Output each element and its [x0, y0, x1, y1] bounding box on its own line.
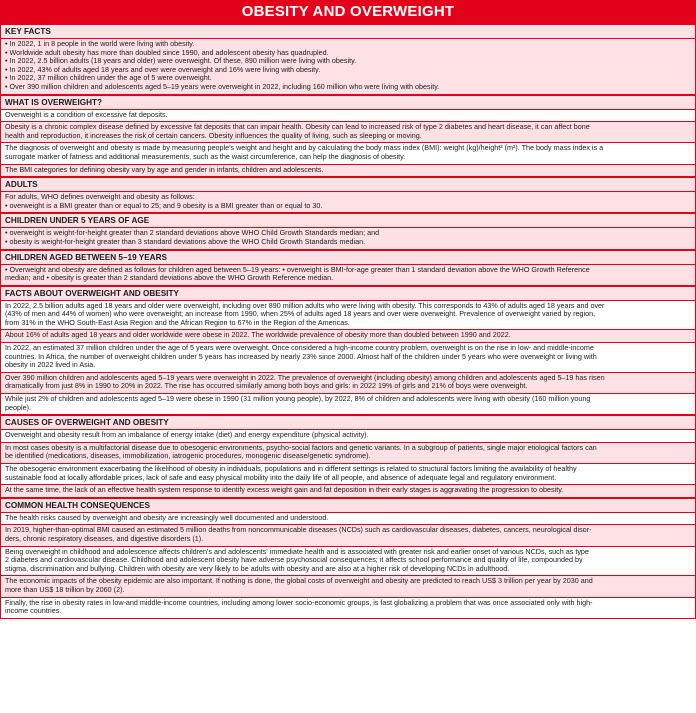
text-line: • Worldwide adult obesity has more than doubled since 1990, and adolescent obesity has quadrupled. [5, 47, 329, 57]
text-line: The health risks caused by overweight and obesity are increasingly well documented and understood. [5, 512, 329, 522]
paragraph [1, 464, 695, 485]
text-line: from 31% in the WHO South-East Asia Region and the African Region to 67% in the Region of the Americas. [5, 317, 350, 327]
content [1, 24, 695, 619]
text-line: Obesity is a chronic complex disease defined by excessive fat deposits that can impair health. Obesity can lead to increased risk of type 2 diabetes and heart disease, it can affect bone [5, 122, 590, 132]
paragraph [1, 192, 695, 213]
section-heading: FACTS ABOUT OVERWEIGHT AND OBESITY [1, 286, 695, 301]
text-line: While just 2% of children and adolescents aged 5–19 were obese in 1990 (31 million young people), by 2022, 8% of children and adolescents were living with obesity (160 million young [5, 394, 591, 404]
paragraph [1, 265, 695, 286]
text-line: people). [5, 402, 31, 412]
section-heading: CAUSES OF OVERWEIGHT AND OBESITY [1, 415, 695, 430]
section [1, 213, 695, 249]
paragraph [1, 373, 695, 394]
paragraph [1, 443, 695, 464]
text-line: ders, chronic respiratory diseases, and digestive disorders (1). [5, 533, 204, 543]
paragraph [1, 547, 695, 577]
text-line: • overweight is a BMI greater than or equal to 25; and 9 obesity is a BMI greater than or equal to 30. [5, 200, 323, 210]
text-line: dramatically from just 8% in 1990 to 20% in 2022. The rise has occurred similarly among both boys and girls: in 2022 19% of girls and 21% of boys were overweight. [5, 381, 528, 391]
paragraph [1, 110, 695, 123]
text-line: In 2022, 2.5 billion adults aged 18 years and older were overweight, including over 890 million adults who were living with obesity. This corresponds to 43% of adults aged 18 years and over [5, 300, 605, 310]
text-line: obesity in 2022 lived in Asia. [5, 360, 96, 370]
text-line: Overweight is a condition of excessive fat deposits. [5, 109, 168, 119]
section-heading: CHILDREN UNDER 5 YEARS OF AGE [1, 213, 695, 228]
paragraph [1, 228, 695, 249]
text-line: Being overweight in childhood and adolescence affects children's and adolescents' immediate health and is associated with greater risk and earlier onset of various NCDs, such as type [5, 546, 589, 556]
text-line: • In 2022, 43% of adults aged 18 years and over were overweight and 16% were living with obesity. [5, 64, 321, 74]
section-heading: WHAT IS OVERWEIGHT? [1, 95, 695, 110]
text-line: About 16% of adults aged 18 years and older worldwide were obese in 2022. The worldwide prevalence of obesity more than doubled between 1990 and 2022. [5, 330, 511, 340]
paragraph [1, 525, 695, 546]
paragraph [1, 485, 695, 498]
paragraph [1, 430, 695, 443]
paragraph [1, 330, 695, 343]
text-line: • In 2022, 1 in 8 people in the world were living with obesity. [5, 39, 195, 48]
text-line: The economic impacts of the obesity epidemic are also important. If nothing is done, the global costs of overweight and obesity are predicted to reach US$ 3 trillion per year by 2030 and [5, 576, 593, 586]
paragraph [1, 143, 695, 164]
page-title: OBESITY AND OVERWEIGHT [1, 0, 695, 24]
text-line: Over 390 million children and adolescents aged 5–19 years were overweight in 2022. The prevalence of overweight (including obesity) among children and adolescents aged 5–19 has risen [5, 372, 605, 382]
section [1, 415, 695, 498]
text-line: more than US$ 18 trillion by 2060 (2). [5, 584, 125, 594]
text-line: For adults, WHO defines overweight and obesity as follows: [5, 192, 195, 202]
section [1, 250, 695, 286]
section-heading: CHILDREN AGED BETWEEN 5–19 YEARS [1, 250, 695, 265]
text-line: • Over 390 million children and adolescents aged 5–19 years were overweight in 2022, including 160 million who were living with obesity. [5, 81, 440, 91]
text-line: (43% of men and 44% of women) who were overweight; an increase from 1990, when 25% of adults aged 18 years and over were overweight. Prevalence of overweight varied by region, [5, 309, 596, 319]
text-line: 2 diabetes and cardiovascular disease. Childhood and adolescent obesity have adverse psychosocial consequences; it affects school performance and quality of life, compounded by [5, 555, 583, 565]
text-line: • In 2022, 2.5 billion adults (18 years and older) were overweight. Of these, 890 million were living with obesity. [5, 56, 357, 66]
text-line: countries. In Africa, the number of overweight children under 5 years has increased by nearly 23% since 2000. Almost half of the children under 5 years who were overweight or living with [5, 351, 597, 361]
text-line: The BMI categories for defining obesity vary by age and gender in infants, children and adolescents. [5, 164, 324, 174]
paragraph [1, 513, 695, 526]
section-heading: ADULTS [1, 177, 695, 192]
text-line: income countries. [5, 606, 62, 616]
paragraph [1, 301, 695, 331]
text-line: • Overweight and obesity are defined as follows for children aged between 5–19 years: • overweight is BMI-for-age greater than 1 standard deviation above the WHO Growth Reference [5, 264, 590, 274]
section [1, 286, 695, 416]
section-heading: KEY FACTS [1, 24, 695, 39]
text-line: median; and • obesity is greater than 2 standard deviations above the WHO Growth Reference median. [5, 273, 334, 283]
text-line: In most cases obesity is a multifactorial disease due to obesogenic environments, psycho-social factors and genetic variants. In a subgroup of patients, single major etiological factors can [5, 442, 597, 452]
section-heading: COMMON HEALTH CONSEQUENCES [1, 498, 695, 513]
section [1, 24, 695, 95]
paragraph [1, 122, 695, 143]
text-line: The diagnosis of overweight and obesity is made by measuring people's weight and height and by calculating the body mass index (BMI): weight (kg)/height² (m²). The body mass index is a [5, 143, 604, 153]
text-line: Overweight and obesity result from an imbalance of energy intake (diet) and energy expenditure (physical activity). [5, 430, 369, 440]
text-line: • obesity is weight-for-height greater than 3 standard deviations above the WHO Child Growth Standards median. [5, 236, 366, 246]
text-line: • In 2022, 37 million children under the age of 5 were overweight. [5, 73, 212, 83]
paragraph [1, 165, 695, 178]
text-line: In 2022, an estimated 37 million children under the age of 5 years were overweight. Once considered a high-income country problem, overweight is on the rise in low- and middle-income [5, 343, 594, 353]
paragraph [1, 598, 695, 619]
paragraph [1, 343, 695, 373]
text-line: health and reproduction, it increases the risk of certain cancers. Obesity influences the quality of living, such as sleeping or moving. [5, 130, 422, 140]
text-line: • overweight is weight-for-height greater than 2 standard deviations above WHO Child Growth Standards median; and [5, 228, 380, 238]
section [1, 177, 695, 213]
text-line: surrogate marker of fatness and additional measurements, such as the waist circumference, can help the diagnosis of obesity. [5, 151, 406, 161]
text-line: At the same time, the lack of an effective health system response to identify excess weight gain and fat deposition in their early stages is aggravating the progression to obesity. [5, 485, 564, 495]
section [1, 498, 695, 619]
paragraph [1, 394, 695, 415]
section [1, 95, 695, 178]
text-line: stigma, discrimination and bullying. Children with obesity are very likely to be adults with obesity and are also at a higher risk of developing NCDs in adulthood. [5, 563, 510, 573]
text-line: The obesogenic environment exacerbating the likelihood of obesity in individuals, populations and in different settings is related to structural factors limiting the availability of healthy [5, 464, 577, 473]
text-line: Finally, the rise in obesity rates in low-and middle-income countries, including among lower socio-economic groups, is fast globalizing a problem that was once associated only with high- [5, 597, 593, 607]
paragraph [1, 576, 695, 597]
paragraph [1, 39, 695, 95]
text-line: sustainable food at locally affordable prices, lack of safe and easy physical mobility into the daily life of all people, and absence of adequate legal and regulatory environment. [5, 472, 557, 482]
text-line: In 2019, higher-than-optimal BMI caused an estimated 5 million deaths from noncommunicable diseases (NCDs) such as cardiovascular diseases, diabetes, cancers, neurological disor- [5, 525, 592, 535]
text-line: be identified (medications, diseases, immobilization, iatrogenic procedures, monogenic disease/genetic syndrome). [5, 451, 371, 461]
